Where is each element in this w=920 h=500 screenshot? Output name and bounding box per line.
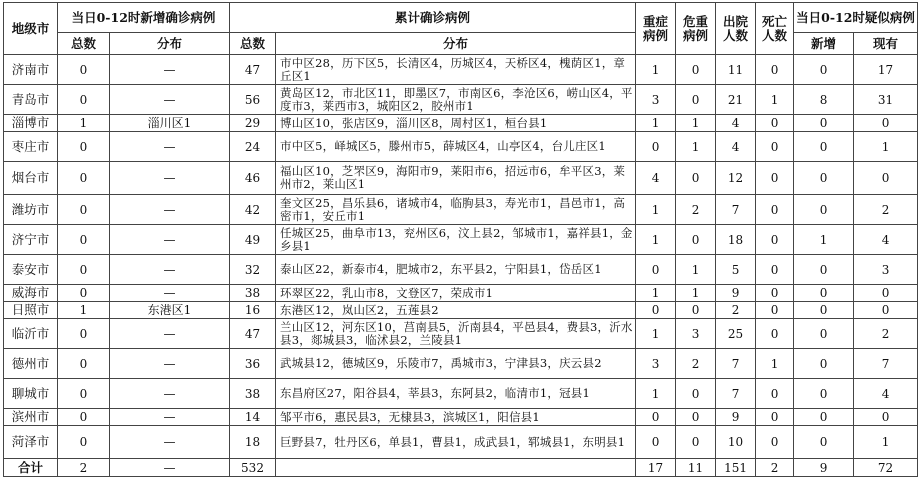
cumulative-distribution-cell: 博山区10，张店区9，淄川区8，周村区1，桓台县1 bbox=[276, 115, 636, 132]
table-row bbox=[4, 255, 918, 285]
severe-cell: 0 bbox=[636, 426, 676, 459]
cumulative-total-cell: 16 bbox=[230, 302, 276, 319]
new-total-cell: 0 bbox=[58, 132, 110, 162]
new-total-cell: 0 bbox=[58, 162, 110, 195]
suspected-new-cell: 8 bbox=[794, 85, 854, 115]
suspected-new-cell: 0 bbox=[794, 285, 854, 302]
deaths-cell: 0 bbox=[756, 285, 794, 302]
suspected-current-cell: 4 bbox=[854, 379, 918, 409]
discharged-cell: 18 bbox=[716, 225, 756, 255]
city-cell: 泰安市 bbox=[4, 255, 58, 285]
discharged-cell: 11 bbox=[716, 55, 756, 85]
table-row bbox=[4, 162, 918, 195]
table-row bbox=[4, 379, 918, 409]
total-new-distribution-cell: — bbox=[110, 459, 230, 477]
table-row bbox=[4, 132, 918, 162]
table-row bbox=[4, 55, 918, 85]
deaths-cell: 1 bbox=[756, 85, 794, 115]
deaths-cell: 0 bbox=[756, 255, 794, 285]
critical-cell: 0 bbox=[676, 85, 716, 115]
cumulative-total-cell: 49 bbox=[230, 225, 276, 255]
cumulative-total-cell: 46 bbox=[230, 162, 276, 195]
cumulative-distribution-cell: 任城区25，曲阜市13，兖州区6，汶上县2，邹城市1，嘉祥县1，金乡县1 bbox=[276, 225, 636, 255]
suspected-current-cell: 0 bbox=[854, 115, 918, 132]
new-distribution-cell: — bbox=[110, 225, 230, 255]
header-suspected-new: 新增 bbox=[794, 33, 854, 55]
suspected-new-cell: 0 bbox=[794, 115, 854, 132]
critical-cell: 0 bbox=[676, 225, 716, 255]
deaths-cell: 0 bbox=[756, 426, 794, 459]
new-distribution-cell: — bbox=[110, 426, 230, 459]
table-row bbox=[4, 302, 918, 319]
header-new-total: 总数 bbox=[58, 33, 110, 55]
deaths-cell: 0 bbox=[756, 115, 794, 132]
suspected-new-cell: 0 bbox=[794, 349, 854, 379]
city-cell: 威海市 bbox=[4, 285, 58, 302]
new-distribution-cell: — bbox=[110, 195, 230, 225]
header-critical: 危重病例 bbox=[676, 3, 716, 55]
suspected-new-cell: 0 bbox=[794, 162, 854, 195]
cumulative-total-cell: 36 bbox=[230, 349, 276, 379]
suspected-new-cell: 1 bbox=[794, 225, 854, 255]
suspected-current-cell: 0 bbox=[854, 162, 918, 195]
deaths-cell: 0 bbox=[756, 319, 794, 349]
severe-cell: 1 bbox=[636, 195, 676, 225]
critical-cell: 0 bbox=[676, 409, 716, 426]
deaths-cell: 0 bbox=[756, 302, 794, 319]
cumulative-distribution-cell: 黄岛区12，市北区11，即墨区7，市南区6，李沧区6，崂山区4，平度市3，莱西市3，城阳区2，胶州市1 bbox=[276, 85, 636, 115]
table-row bbox=[4, 85, 918, 115]
cumulative-distribution-cell: 武城县12，德城区9，乐陵市7，禹城市3，宁津县3，庆云县2 bbox=[276, 349, 636, 379]
total-row bbox=[4, 459, 918, 477]
cumulative-total-cell: 38 bbox=[230, 285, 276, 302]
new-total-cell: 0 bbox=[58, 319, 110, 349]
suspected-new-cell: 0 bbox=[794, 409, 854, 426]
total-critical-cell: 11 bbox=[676, 459, 716, 477]
suspected-new-cell: 0 bbox=[794, 379, 854, 409]
cumulative-total-cell: 29 bbox=[230, 115, 276, 132]
header-severe: 重症病例 bbox=[636, 3, 676, 55]
severe-cell: 0 bbox=[636, 255, 676, 285]
severe-cell: 0 bbox=[636, 132, 676, 162]
total-suspected-current-cell: 72 bbox=[854, 459, 918, 477]
city-cell: 淄博市 bbox=[4, 115, 58, 132]
city-cell: 济南市 bbox=[4, 55, 58, 85]
critical-cell: 3 bbox=[676, 319, 716, 349]
new-total-cell: 0 bbox=[58, 195, 110, 225]
header-city: 地级市 bbox=[4, 3, 58, 55]
cumulative-total-cell: 18 bbox=[230, 426, 276, 459]
city-cell: 日照市 bbox=[4, 302, 58, 319]
header-discharged: 出院人数 bbox=[716, 3, 756, 55]
new-distribution-cell: — bbox=[110, 132, 230, 162]
suspected-new-cell: 0 bbox=[794, 426, 854, 459]
suspected-current-cell: 0 bbox=[854, 302, 918, 319]
discharged-cell: 10 bbox=[716, 426, 756, 459]
discharged-cell: 4 bbox=[716, 115, 756, 132]
cumulative-distribution-cell: 奎文区25，昌乐县6，诸城市4，临朐县3，寿光市1，昌邑市1，高密市1，安丘市1 bbox=[276, 195, 636, 225]
discharged-cell: 2 bbox=[716, 302, 756, 319]
suspected-new-cell: 0 bbox=[794, 255, 854, 285]
new-total-cell: 0 bbox=[58, 225, 110, 255]
header-cumulative-total: 总数 bbox=[230, 33, 276, 55]
header-new-distribution: 分布 bbox=[110, 33, 230, 55]
critical-cell: 0 bbox=[676, 162, 716, 195]
deaths-cell: 0 bbox=[756, 132, 794, 162]
total-new-cell: 2 bbox=[58, 459, 110, 477]
table-row bbox=[4, 285, 918, 302]
discharged-cell: 25 bbox=[716, 319, 756, 349]
new-distribution-cell: — bbox=[110, 379, 230, 409]
deaths-cell: 0 bbox=[756, 225, 794, 255]
suspected-current-cell: 7 bbox=[854, 349, 918, 379]
cumulative-total-cell: 47 bbox=[230, 319, 276, 349]
new-total-cell: 1 bbox=[58, 115, 110, 132]
new-distribution-cell: 东港区1 bbox=[110, 302, 230, 319]
severe-cell: 0 bbox=[636, 409, 676, 426]
critical-cell: 0 bbox=[676, 426, 716, 459]
total-suspected-new-cell: 9 bbox=[794, 459, 854, 477]
discharged-cell: 7 bbox=[716, 195, 756, 225]
severe-cell: 3 bbox=[636, 349, 676, 379]
cumulative-total-cell: 38 bbox=[230, 379, 276, 409]
deaths-cell: 0 bbox=[756, 162, 794, 195]
new-distribution-cell: — bbox=[110, 162, 230, 195]
discharged-cell: 9 bbox=[716, 285, 756, 302]
new-distribution-cell: — bbox=[110, 285, 230, 302]
city-cell: 潍坊市 bbox=[4, 195, 58, 225]
new-distribution-cell: — bbox=[110, 55, 230, 85]
cumulative-distribution-cell: 市中区28，历下区5，长清区4，历城区4，天桥区4，槐荫区1，章丘区1 bbox=[276, 55, 636, 85]
suspected-current-cell: 0 bbox=[854, 285, 918, 302]
header-suspected: 当日0-12时疑似病例 bbox=[794, 3, 918, 33]
critical-cell: 0 bbox=[676, 379, 716, 409]
suspected-current-cell: 2 bbox=[854, 319, 918, 349]
discharged-cell: 7 bbox=[716, 349, 756, 379]
severe-cell: 4 bbox=[636, 162, 676, 195]
suspected-current-cell: 0 bbox=[854, 409, 918, 426]
table-row bbox=[4, 195, 918, 225]
city-cell: 枣庄市 bbox=[4, 132, 58, 162]
city-cell: 德州市 bbox=[4, 349, 58, 379]
new-total-cell: 0 bbox=[58, 379, 110, 409]
city-cell: 聊城市 bbox=[4, 379, 58, 409]
discharged-cell: 12 bbox=[716, 162, 756, 195]
cumulative-distribution-cell: 邹平市6，惠民县3，无棣县3，滨城区1，阳信县1 bbox=[276, 409, 636, 426]
discharged-cell: 4 bbox=[716, 132, 756, 162]
suspected-new-cell: 0 bbox=[794, 195, 854, 225]
deaths-cell: 0 bbox=[756, 409, 794, 426]
deaths-cell: 1 bbox=[756, 349, 794, 379]
new-total-cell: 0 bbox=[58, 285, 110, 302]
severe-cell: 1 bbox=[636, 285, 676, 302]
discharged-cell: 9 bbox=[716, 409, 756, 426]
new-total-cell: 1 bbox=[58, 302, 110, 319]
suspected-current-cell: 1 bbox=[854, 132, 918, 162]
suspected-new-cell: 0 bbox=[794, 55, 854, 85]
total-label: 合计 bbox=[4, 459, 58, 477]
suspected-new-cell: 0 bbox=[794, 132, 854, 162]
cumulative-distribution-cell: 泰山区22，新泰市4，肥城市2，东平县2，宁阳县1，岱岳区1 bbox=[276, 255, 636, 285]
city-cell: 济宁市 bbox=[4, 225, 58, 255]
cumulative-total-cell: 32 bbox=[230, 255, 276, 285]
new-distribution-cell: 淄川区1 bbox=[110, 115, 230, 132]
critical-cell: 2 bbox=[676, 195, 716, 225]
table-row bbox=[4, 426, 918, 459]
new-total-cell: 0 bbox=[58, 349, 110, 379]
new-total-cell: 0 bbox=[58, 85, 110, 115]
total-discharged-cell: 151 bbox=[716, 459, 756, 477]
discharged-cell: 7 bbox=[716, 379, 756, 409]
new-distribution-cell: — bbox=[110, 255, 230, 285]
suspected-current-cell: 1 bbox=[854, 426, 918, 459]
city-cell: 青岛市 bbox=[4, 85, 58, 115]
new-distribution-cell: — bbox=[110, 85, 230, 115]
critical-cell: 1 bbox=[676, 132, 716, 162]
deaths-cell: 0 bbox=[756, 379, 794, 409]
header-cumulative-cases: 累计确诊病例 bbox=[230, 3, 636, 33]
cumulative-total-cell: 42 bbox=[230, 195, 276, 225]
deaths-cell: 0 bbox=[756, 55, 794, 85]
severe-cell: 1 bbox=[636, 225, 676, 255]
suspected-current-cell: 31 bbox=[854, 85, 918, 115]
discharged-cell: 5 bbox=[716, 255, 756, 285]
cumulative-distribution-cell: 福山区10，芝罘区9，海阳市9，莱阳市6，招远市6，牟平区3，莱州市2，莱山区1 bbox=[276, 162, 636, 195]
header-suspected-current: 现有 bbox=[854, 33, 918, 55]
new-total-cell: 0 bbox=[58, 409, 110, 426]
table-row bbox=[4, 349, 918, 379]
suspected-current-cell: 2 bbox=[854, 195, 918, 225]
cumulative-distribution-cell: 环翠区22，乳山市8，文登区7，荣成市1 bbox=[276, 285, 636, 302]
total-severe-cell: 17 bbox=[636, 459, 676, 477]
cumulative-total-cell: 56 bbox=[230, 85, 276, 115]
discharged-cell: 21 bbox=[716, 85, 756, 115]
suspected-new-cell: 0 bbox=[794, 319, 854, 349]
city-cell: 滨州市 bbox=[4, 409, 58, 426]
new-distribution-cell: — bbox=[110, 409, 230, 426]
new-distribution-cell: — bbox=[110, 349, 230, 379]
cumulative-distribution-cell: 兰山区12，河东区10，莒南县5，沂南县4，平邑县4，费县3，沂水县3，郯城县3，临沭县2，兰陵县1 bbox=[276, 319, 636, 349]
cumulative-total-cell: 47 bbox=[230, 55, 276, 85]
total-deaths-cell: 2 bbox=[756, 459, 794, 477]
new-distribution-cell: — bbox=[110, 319, 230, 349]
new-total-cell: 0 bbox=[58, 55, 110, 85]
deaths-cell: 0 bbox=[756, 195, 794, 225]
critical-cell: 1 bbox=[676, 255, 716, 285]
table-body bbox=[4, 55, 918, 477]
critical-cell: 1 bbox=[676, 115, 716, 132]
severe-cell: 1 bbox=[636, 115, 676, 132]
covid-case-table bbox=[3, 2, 918, 477]
table-row bbox=[4, 319, 918, 349]
table-row bbox=[4, 225, 918, 255]
severe-cell: 1 bbox=[636, 379, 676, 409]
severe-cell: 1 bbox=[636, 55, 676, 85]
table-row bbox=[4, 409, 918, 426]
total-cumulative-distribution-cell bbox=[276, 459, 636, 477]
total-cumulative-cell: 532 bbox=[230, 459, 276, 477]
critical-cell: 2 bbox=[676, 349, 716, 379]
severe-cell: 3 bbox=[636, 85, 676, 115]
city-cell: 菏泽市 bbox=[4, 426, 58, 459]
critical-cell: 0 bbox=[676, 55, 716, 85]
cumulative-distribution-cell: 巨野县7，牡丹区6，单县1，曹县1，成武县1，郓城县1，东明县1 bbox=[276, 426, 636, 459]
city-cell: 临沂市 bbox=[4, 319, 58, 349]
cumulative-total-cell: 14 bbox=[230, 409, 276, 426]
suspected-new-cell: 0 bbox=[794, 302, 854, 319]
suspected-current-cell: 3 bbox=[854, 255, 918, 285]
suspected-current-cell: 4 bbox=[854, 225, 918, 255]
city-cell: 烟台市 bbox=[4, 162, 58, 195]
critical-cell: 1 bbox=[676, 285, 716, 302]
cumulative-distribution-cell: 东昌府区27，阳谷县4，莘县3，东阿县2，临清市1，冠县1 bbox=[276, 379, 636, 409]
severe-cell: 1 bbox=[636, 319, 676, 349]
table-header bbox=[4, 3, 918, 55]
cumulative-distribution-cell: 市中区5，峄城区5，滕州市5，薛城区4，山亭区4，台儿庄区1 bbox=[276, 132, 636, 162]
cumulative-distribution-cell: 东港区12，岚山区2，五莲县2 bbox=[276, 302, 636, 319]
new-total-cell: 0 bbox=[58, 426, 110, 459]
table-row bbox=[4, 115, 918, 132]
header-cumulative-distribution: 分布 bbox=[276, 33, 636, 55]
suspected-current-cell: 17 bbox=[854, 55, 918, 85]
cumulative-total-cell: 24 bbox=[230, 132, 276, 162]
critical-cell: 0 bbox=[676, 302, 716, 319]
severe-cell: 0 bbox=[636, 302, 676, 319]
header-deaths: 死亡人数 bbox=[756, 3, 794, 55]
header-new-cases: 当日0-12时新增确诊病例 bbox=[58, 3, 230, 33]
new-total-cell: 0 bbox=[58, 255, 110, 285]
